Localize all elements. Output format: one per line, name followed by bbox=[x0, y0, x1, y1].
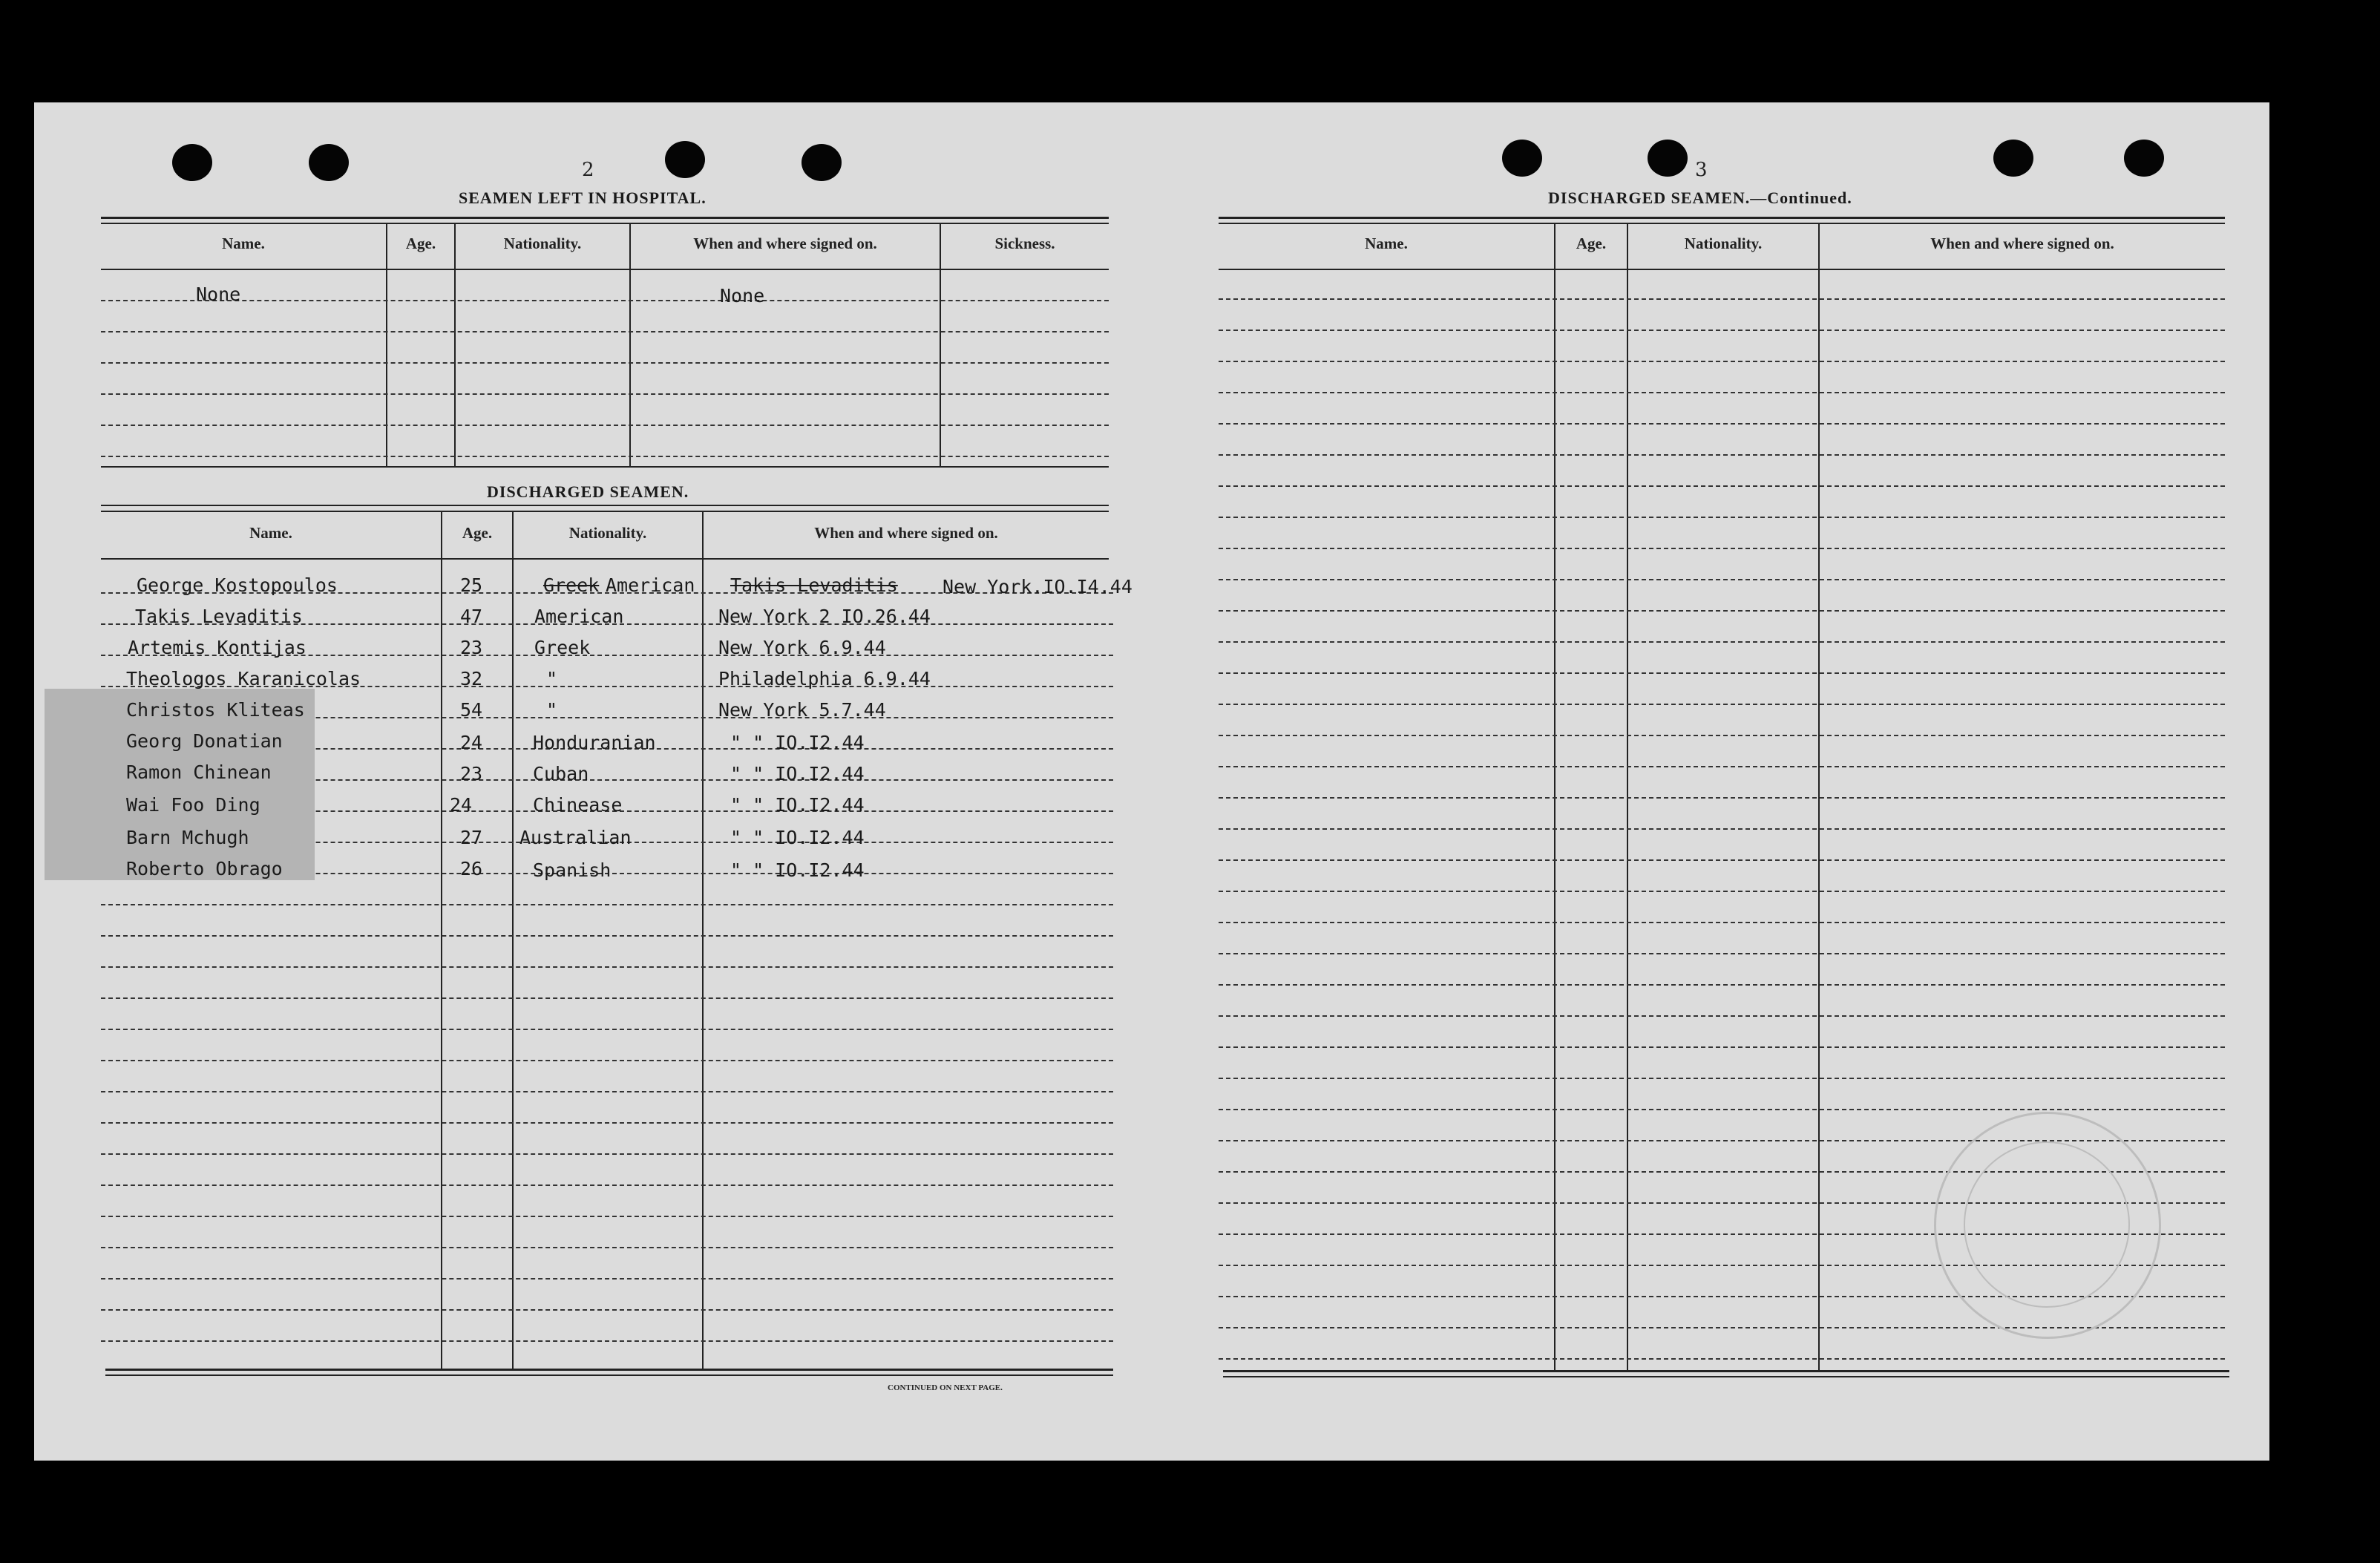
seaman-name: Ramon Chinean bbox=[126, 761, 272, 783]
col-header-nationality: Nationality. bbox=[1684, 235, 1763, 252]
punch-hole bbox=[172, 144, 212, 181]
seaman-age: 24 bbox=[450, 794, 473, 816]
punch-hole bbox=[309, 144, 349, 181]
seaman-nationality: American bbox=[534, 606, 624, 627]
seaman-signed-on: New York 6.9.44 bbox=[718, 637, 886, 658]
punch-hole bbox=[1993, 140, 2033, 177]
seaman-signed-on: Philadelphia 6.9.44 bbox=[718, 668, 931, 689]
col-header-age: Age. bbox=[1576, 235, 1607, 252]
col-header-nationality: Nationality. bbox=[503, 235, 582, 252]
seaman-name: Barn Mchugh bbox=[126, 827, 249, 848]
punch-hole bbox=[1648, 140, 1688, 177]
seaman-signed-on: New York 2 IO.26.44 bbox=[718, 606, 931, 627]
col-header-nationality: Nationality. bbox=[568, 524, 647, 542]
col-header-name: Name. bbox=[222, 235, 265, 252]
seaman-age: 47 bbox=[460, 606, 483, 627]
continued-footer: CONTINUED ON NEXT PAGE. bbox=[888, 1383, 1003, 1392]
hospital-section-title: SEAMEN LEFT IN HOSPITAL. bbox=[459, 189, 707, 207]
seaman-signed-on: New York 5.7.44 bbox=[718, 699, 886, 721]
seaman-name: Takis Levaditis bbox=[135, 606, 303, 627]
seaman-name: George Kostopoulos bbox=[137, 574, 338, 596]
seaman-signed-on: " " IO.I2.44 bbox=[730, 794, 865, 816]
seaman-name: Wai Foo Ding bbox=[126, 794, 260, 816]
punch-hole bbox=[2124, 140, 2164, 177]
seaman-nationality: American bbox=[606, 574, 695, 596]
seaman-signed-on: " " IO.I2.44 bbox=[730, 732, 865, 753]
manifest-sheet bbox=[34, 102, 2269, 1461]
seaman-signed-on: New York.IO.I4.44 bbox=[943, 576, 1132, 597]
seaman-name: Christos Kliteas bbox=[126, 699, 305, 721]
col-header-age: Age. bbox=[462, 524, 493, 542]
hospital-name-entry: None bbox=[196, 284, 241, 305]
punch-hole bbox=[665, 141, 705, 178]
col-header-signed-on: When and where signed on. bbox=[1930, 235, 2114, 252]
seaman-age: 24 bbox=[460, 732, 483, 753]
discharged-continued-title: DISCHARGED SEAMEN.—Continued. bbox=[1548, 189, 1852, 207]
seaman-nationality: Spanish bbox=[533, 859, 612, 881]
seaman-age: 27 bbox=[460, 827, 483, 848]
seaman-signed-on: " " IO.I2.44 bbox=[730, 763, 865, 784]
struck-nationality: Greek bbox=[543, 574, 600, 596]
seaman-nationality: Australian bbox=[519, 827, 632, 848]
seaman-nationality: Honduranian bbox=[533, 732, 656, 753]
struck-signed-on: Takis Levaditis bbox=[730, 574, 898, 596]
hospital-signed-entry: None bbox=[720, 285, 765, 307]
seaman-age: 54 bbox=[460, 699, 483, 721]
seaman-age: 23 bbox=[460, 763, 483, 784]
seaman-age: 23 bbox=[460, 637, 483, 658]
col-header-name: Name. bbox=[1365, 235, 1408, 252]
seaman-age: 32 bbox=[460, 668, 483, 689]
seaman-age: 25 bbox=[460, 574, 483, 596]
punch-hole bbox=[801, 144, 842, 181]
seaman-nationality: " bbox=[546, 699, 558, 721]
seaman-signed-on: " " IO.I2.44 bbox=[730, 859, 865, 881]
discharged-section-title: DISCHARGED SEAMEN. bbox=[487, 482, 689, 501]
seaman-nationality: " bbox=[546, 668, 558, 689]
seaman-signed-on: " " IO.I2.44 bbox=[730, 827, 865, 848]
col-header-sickness: Sickness. bbox=[994, 235, 1055, 252]
seaman-name: Artemis Kontijas bbox=[128, 637, 306, 658]
seaman-nationality: Greek bbox=[534, 637, 591, 658]
seaman-name: Georg Donatian bbox=[126, 730, 283, 752]
page-number: 2 bbox=[582, 159, 594, 181]
col-header-age: Age. bbox=[405, 235, 436, 252]
seaman-name: Roberto Obrago bbox=[126, 858, 283, 879]
seaman-nationality: Cuban bbox=[533, 763, 589, 784]
faint-stamp-inner-ring bbox=[1964, 1141, 2130, 1308]
page-number: 3 bbox=[1695, 159, 1708, 181]
col-header-signed-on: When and where signed on. bbox=[693, 235, 877, 252]
punch-hole bbox=[1502, 140, 1542, 177]
seaman-age: 26 bbox=[460, 858, 483, 879]
seaman-nationality: Chinease bbox=[533, 794, 623, 816]
seaman-name: Theologos Karanicolas bbox=[126, 668, 361, 689]
col-header-name: Name. bbox=[249, 524, 292, 542]
col-header-signed-on: When and where signed on. bbox=[814, 524, 998, 542]
